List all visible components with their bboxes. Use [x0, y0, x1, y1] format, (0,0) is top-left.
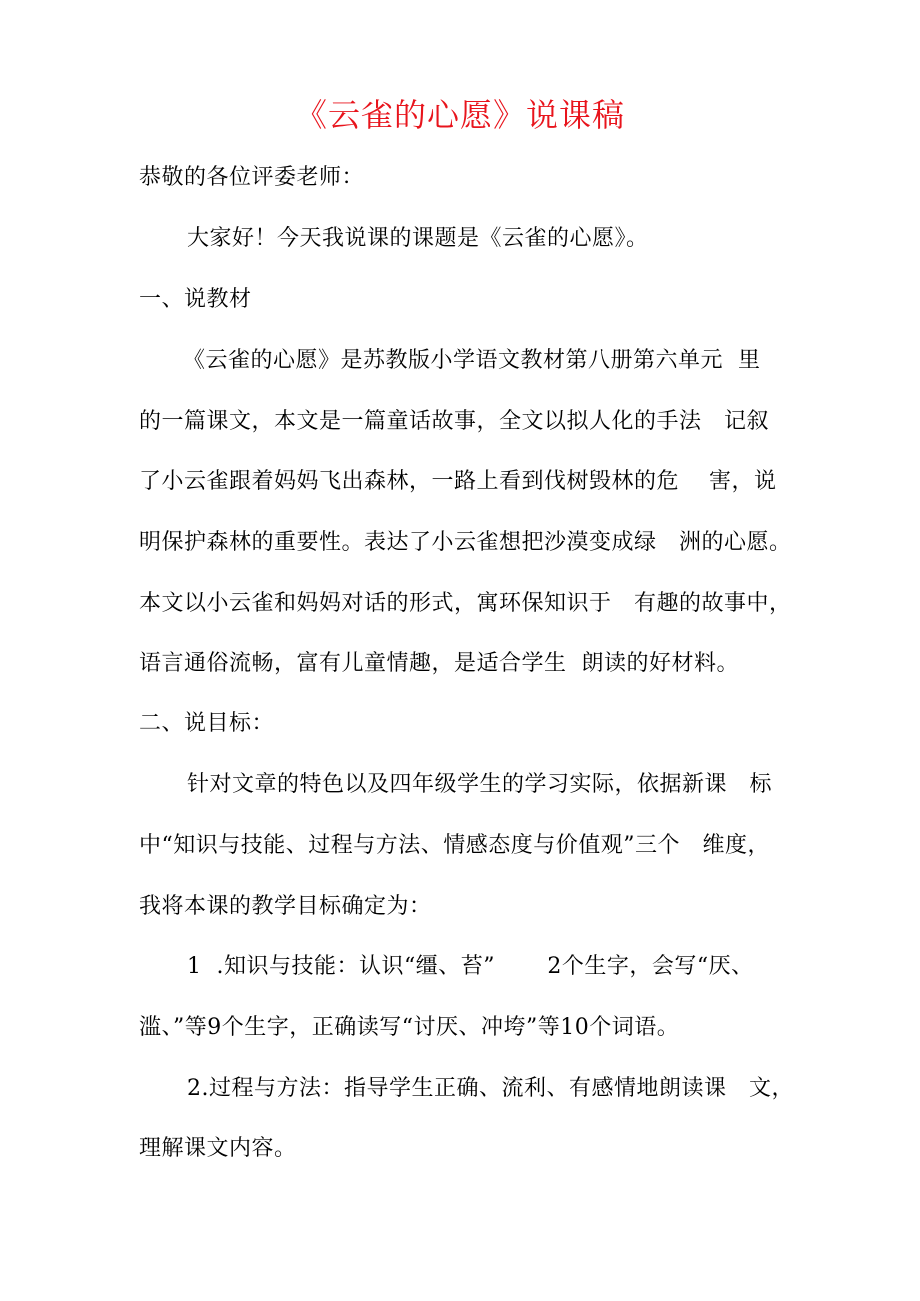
textbook-paragraph-line: 本文以小云雀和妈妈对话的形式，寓环保知识于 有趣的故事中，	[139, 591, 792, 616]
textbook-paragraph-line: 《云雀的心愿》是苏教版小学语文教材第八册第六单元 里	[183, 348, 761, 373]
textbook-paragraph-line: 明保护森林的重要性。表达了小云雀想把沙漠变成绿 洲的心愿。	[139, 530, 792, 555]
goal-item-process: 2.过程与方法：指导学生正确、流利、有感情地朗读课 文，	[187, 1076, 794, 1101]
goals-paragraph-line: 针对文章的特色以及四年级学生的学习实际，依据新课 标	[187, 772, 772, 797]
salutation: 恭敬的各位评委老师：	[139, 165, 365, 190]
textbook-paragraph-line: 的一篇课文，本文是一篇童话故事，全文以拟人化的手法 记叙	[139, 409, 769, 434]
textbook-paragraph-line: 语言通俗流畅，富有儿童情趣，是适合学生 朗读的好材料。	[139, 651, 739, 676]
textbook-paragraph-line: 了小云雀跟着妈妈飞出森林，一路上看到伐树毁林的危 害，说	[139, 469, 777, 494]
section-heading-goals: 二、说目标：	[139, 711, 275, 736]
goals-paragraph-line: 我将本课的教学目标确定为：	[139, 894, 432, 919]
section-heading-textbook: 一、说教材	[139, 287, 252, 312]
goal-item-process-cont: 理解课文内容。	[139, 1136, 297, 1161]
document-title: 《云雀的心愿》说课稿	[294, 96, 625, 134]
goal-item-knowledge: 1 .知识与技能：认识“缰、苔” 2个生字，会写“厌、	[187, 954, 754, 979]
greeting-paragraph: 大家好！今天我说课的课题是《云雀的心愿》。	[187, 226, 649, 251]
goals-paragraph-line: 中“知识与技能、过程与方法、情感态度与价值观”三个 维度，	[139, 833, 770, 858]
goal-item-knowledge-cont: 滥、”等9个生字，正确读写“讨厌、冲垮”等10个词语。	[139, 1015, 680, 1040]
